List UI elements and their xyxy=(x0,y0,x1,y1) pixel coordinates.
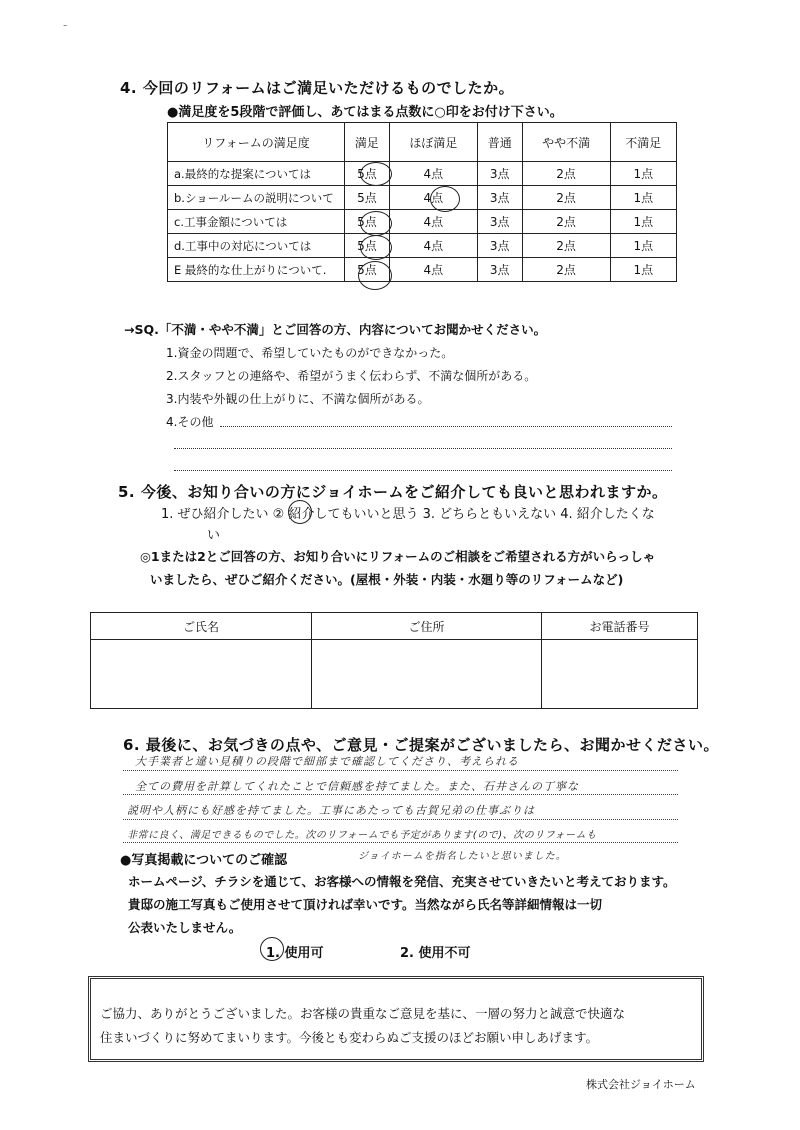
score-cell[interactable]: 5点 xyxy=(345,234,390,258)
sq-option: 4.その他 xyxy=(166,415,214,429)
table-row xyxy=(168,258,677,282)
score-cell[interactable]: 2点 xyxy=(522,162,610,186)
phone-field[interactable] xyxy=(542,640,698,709)
q6-title: 6. 最後に、お気づきの点や、ご意見・ご提案がございましたら、お聞かせください。 xyxy=(123,736,720,754)
comment-line xyxy=(123,842,678,843)
table-header: リフォームの満足度 xyxy=(168,123,345,162)
handwritten-comment: 非常に良く、満足できるものでした。次のリフォームでも予定があります(ので)、次のリフォームも xyxy=(127,830,597,841)
score-cell[interactable]: 2点 xyxy=(522,210,610,234)
score-cell[interactable]: 3点 xyxy=(477,234,522,258)
sq-option: 1.資金の問題で、希望していたものができなかった。 xyxy=(166,346,454,360)
row-label: E 最終的な仕上がりについて. xyxy=(168,258,345,282)
score-cell[interactable]: 5点 xyxy=(345,186,390,210)
q5-note: ◎1または2とご回答の方、お知り合いにリフォームのご相談をご希望される方がいらっしゃ xyxy=(140,549,656,564)
sq-title: →SQ.「不満・やや不満」とご回答の方、内容についてお聞かせください。 xyxy=(124,322,547,337)
photo-option-denied[interactable]: 2. 使用不可 xyxy=(400,946,471,961)
q5-note: いましたら、ぜひご紹介ください。(屋根・外装・内装・水廻り等のリフォームなど) xyxy=(150,572,624,587)
photo-text: 貴邸の施工写真もご使用させて頂ければ幸いです。当然ながら氏名等詳細情報は一切 xyxy=(128,897,603,912)
table-header: 普通 xyxy=(477,123,522,162)
q5-title: 5. 今後、お知り合いの方にジョイホームをご紹介しても良いと思われますか。 xyxy=(118,483,668,501)
score-cell[interactable]: 2点 xyxy=(522,234,610,258)
score-cell[interactable]: 3点 xyxy=(477,258,522,282)
table-header: ほぼ満足 xyxy=(389,123,477,162)
table-header: 不満足 xyxy=(610,123,676,162)
score-cell[interactable]: 2点 xyxy=(522,258,610,282)
scan-mark: - xyxy=(63,18,68,32)
q4-title: 4. 今回のリフォームはご満足いただけるものでしたか。 xyxy=(120,79,515,97)
table-row xyxy=(168,162,677,186)
row-label: d.工事中の対応については xyxy=(168,234,345,258)
table-row xyxy=(168,234,677,258)
referral-table xyxy=(90,612,698,709)
row-label: a.最終的な提案については xyxy=(168,162,345,186)
selection-circle xyxy=(360,162,392,186)
table-header: やや不満 xyxy=(522,123,610,162)
score-cell[interactable]: 1点 xyxy=(610,258,676,282)
selection-circle xyxy=(360,235,392,260)
score-cell[interactable]: 2点 xyxy=(522,186,610,210)
selection-circle xyxy=(360,211,392,236)
score-cell[interactable]: 3点 xyxy=(477,162,522,186)
score-cell[interactable]: 4点 xyxy=(389,210,477,234)
score-cell[interactable]: 4点 xyxy=(389,162,477,186)
company-name: 株式会社ジョイホーム xyxy=(586,1078,696,1091)
handwritten-comment: 説明や人柄にも好感を持てました。工事にあたっても古賀兄弟の仕事ぶりは xyxy=(127,804,535,817)
q5-options-wrap: い xyxy=(207,528,221,543)
contact-header: ご氏名 xyxy=(91,613,312,640)
closing-text: 住まいづくりに努めてまいります。今後とも変わらぬご支援のほどお願い申しあげます。 xyxy=(100,1030,599,1045)
selection-circle xyxy=(358,261,392,290)
answer-line[interactable] xyxy=(220,426,672,427)
answer-line[interactable] xyxy=(174,470,672,471)
score-cell[interactable]: 4点 xyxy=(389,234,477,258)
row-label: b.ショールームの説明について xyxy=(168,186,345,210)
sq-option: 3.内装や外観の仕上がりに、不満な個所がある。 xyxy=(166,392,430,406)
score-cell[interactable]: 1点 xyxy=(610,210,676,234)
contact-header: お電話番号 xyxy=(542,613,698,640)
score-cell[interactable]: 1点 xyxy=(610,186,676,210)
selection-circle xyxy=(260,937,284,961)
score-cell[interactable]: 1点 xyxy=(610,162,676,186)
closing-text: ご協力、ありがとうございました。お客様の貴重なご意見を基に、一層の努力と誠意で快適な xyxy=(100,1006,626,1021)
comment-line xyxy=(123,770,678,771)
table-row xyxy=(168,210,677,234)
score-cell[interactable]: 5点 xyxy=(345,162,390,186)
score-cell[interactable]: 4点 xyxy=(389,186,477,210)
score-cell[interactable]: 3点 xyxy=(477,210,522,234)
handwritten-comment: ジョイホームを指名したいと思いました。 xyxy=(358,851,567,862)
table-header: 満足 xyxy=(345,123,390,162)
row-label: c.工事金額については xyxy=(168,210,345,234)
comment-line xyxy=(123,819,678,820)
table-row xyxy=(91,640,698,709)
score-cell[interactable]: 3点 xyxy=(477,186,522,210)
photo-title: ●写真掲載についてのご確認 xyxy=(120,853,288,868)
score-cell[interactable]: 4点 xyxy=(389,258,477,282)
comment-line xyxy=(123,794,678,795)
table-row xyxy=(168,186,677,210)
handwritten-comment: 大手業者と違い見積りの段階で細部まで確認してくださり、考えられる xyxy=(135,755,519,768)
q4-instruction: ●満足度を5段階で評価し、あてはまる点数に○印をお付け下さい。 xyxy=(167,105,563,120)
selection-circle xyxy=(430,186,460,212)
score-cell[interactable]: 5点 xyxy=(345,210,390,234)
satisfaction-table xyxy=(167,122,677,282)
photo-text: ホームページ、チラシを通じて、お客様への情報を発信、充実させていきたいと考えております。 xyxy=(128,874,676,889)
name-field[interactable] xyxy=(91,640,312,709)
photo-option-allowed[interactable]: 1. 使用可 xyxy=(266,946,324,961)
q5-options: 1. ぜひ紹介したい ② 紹介してもいいと思う 3. どちらともいえない 4. 紹介したくな xyxy=(161,507,655,522)
photo-text: 公表いたしません。 xyxy=(128,920,242,935)
sq-option: 2.スタッフとの連絡や、希望がうまく伝わらず、不満な個所がある。 xyxy=(166,369,537,383)
handwritten-comment: 全ての費用を計算してくれたことで信頼感を持てました。また、石井さんの丁寧な xyxy=(135,780,579,793)
score-cell[interactable]: 5点 xyxy=(345,258,390,282)
contact-header: ご住所 xyxy=(312,613,542,640)
answer-line[interactable] xyxy=(174,448,672,449)
address-field[interactable] xyxy=(312,640,542,709)
score-cell[interactable]: 1点 xyxy=(610,234,676,258)
selection-circle xyxy=(288,500,312,524)
